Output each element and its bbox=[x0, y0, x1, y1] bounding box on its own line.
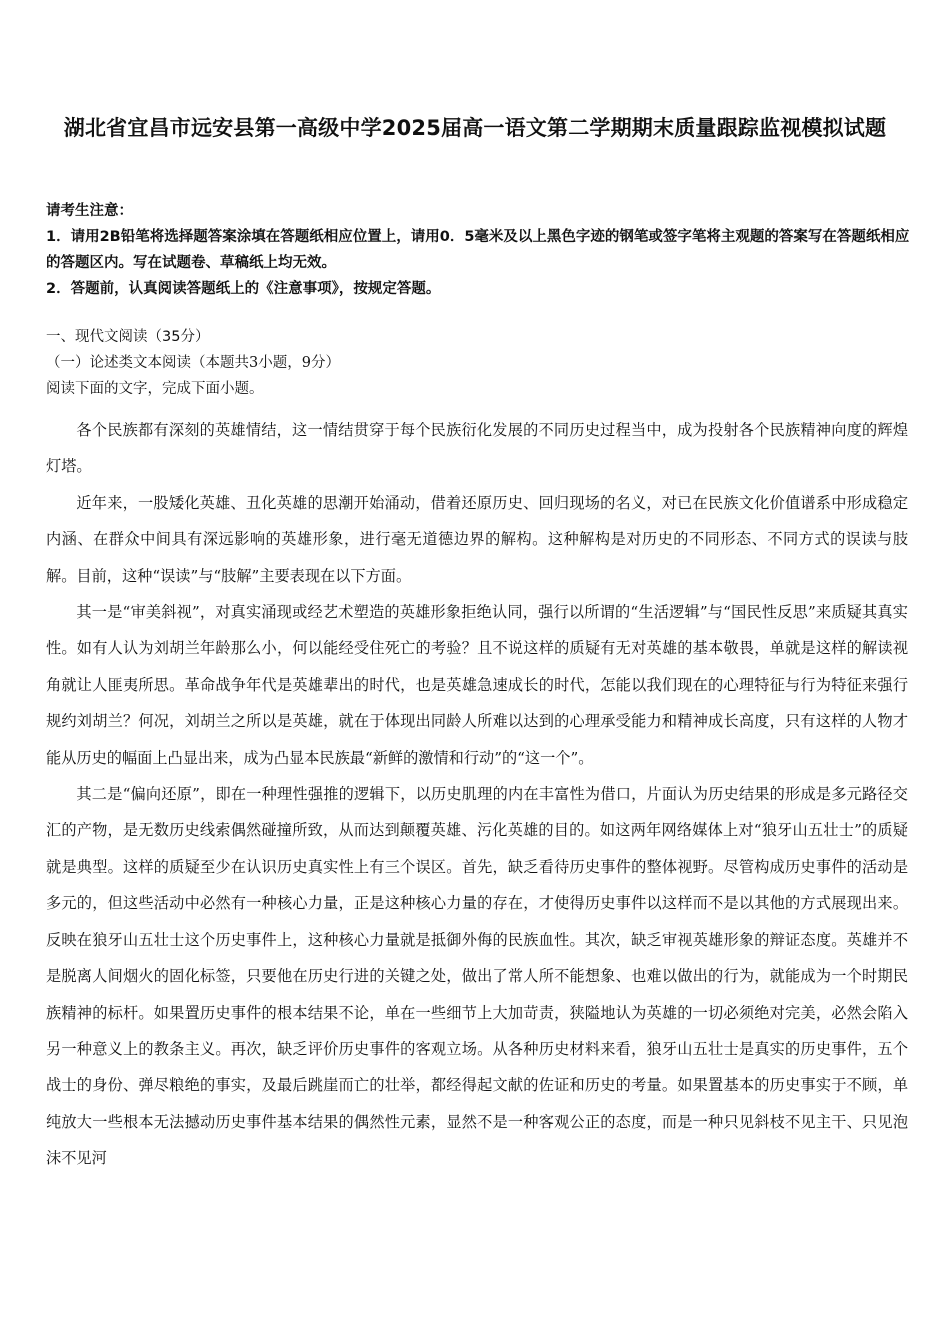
passage-paragraph-1: 各个民族都有深刻的英雄情结，这一情结贯穿于每个民族衍化发展的不同历史过程当中，成为投射各个民族精神向度的辉煌灯塔。 bbox=[46, 421, 908, 476]
notice-heading: 请考生注意： bbox=[46, 203, 133, 219]
section-header bbox=[46, 324, 912, 402]
passage-paragraph-3: 其一是“审美斜视”，对真实涌现或经艺术塑造的英雄形象拒绝认同，强行以所谓的“生活逻辑”与“国民性反思”来质疑其真实性。如有人认为刘胡兰年龄那么小，何以能经受住死亡的考验？且不说这样的质疑有无对英雄的基本敬畏，单就是这样的解读视角就让人匪夷所思。革命战争年代是英雄辈出的时代，也是英雄急速成长的时代，怎能以我们现在的心理特征与行为特征来强行规约刘胡兰？何况，刘胡兰之所以是英雄，就在于体现出同龄人所难以达到的心理承受能力和精神成长高度，只有这样的人物才能从历史的幅面上凸显出来，成为凸显本民族最“新鲜的激情和行动”的“这一个”。 bbox=[46, 603, 908, 767]
notice-item-1: 1．请用2B铅笔将选择题答案涂填在答题纸相应位置上，请用0．5毫米及以上黑色字迹的钢笔或签字笔将主观题的答案写在答题纸相应的答题区内。写在试题卷、草稿纸上均无效。 bbox=[46, 229, 910, 271]
reading-passage bbox=[46, 412, 908, 1177]
section-instruction: 阅读下面的文字，完成下面小题。 bbox=[46, 381, 264, 397]
passage-paragraph-4: 其二是“偏向还原”，即在一种理性强推的逻辑下，以历史肌理的内在丰富性为借口，片面认为历史结果的形成是多元路径交汇的产物，是无数历史线索偶然碰撞所致，从而达到颠覆英雄、污化英雄的目的。如这两年网络媒体上对“狼牙山五壮士”的质疑就是典型。这样的质疑至少在认识历史真实性上有三个误区。首先，缺乏看待历史事件的整体视野。尽管构成历史事件的活动是多元的，但这些活动中必然有一种核心力量，正是这种核心力量的存在，才使得历史事件以这样而不是以其他的方式展现出来。反映在狼牙山五壮士这个历史事件上，这种核心力量就是抵御外侮的民族血性。其次，缺乏审视英雄形象的辩证态度。英雄并不是脱离人间烟火的固化标签，只要他在历史行进的关键之处，做出了常人所不能想象、也难以做出的行为，就能成为一个时期民族精神的标杆。如果置历史事件的根本结果不论，单在一些细节上大加苛责，狭隘地认为英雄的一切必须绝对完美，必然会陷入另一种意义上的教条主义。再次，缺乏评价历史事件的客观立场。从各种历史材料来看，狼牙山五壮士是真实的历史事件，五个战士的身份、弹尽粮绝的事实，及最后跳崖而亡的壮举，都经得起文献的佐证和历史的考量。如果置基本的历史事实于不顾，单纯放大一些根本无法撼动历史事件基本结果的偶然性元素，显然不是一种客观公正的态度，而是一种只见斜枝不见主干、只见泡沫不见河 bbox=[46, 785, 908, 1168]
passage-paragraph-2: 近年来，一股矮化英雄、丑化英雄的思潮开始涌动，借着还原历史、回归现场的名义，对已在民族文化价值谱系中形成稳定内涵、在群众中间具有深远影响的英雄形象，进行毫无道德边界的解构。这种解构是对历史的不同形态、不同方式的误读与肢解。目前，这种“误读”与“肢解”主要表现在以下方面。 bbox=[46, 493, 908, 585]
notice-item-2: 2．答题前，认真阅读答题纸上的《注意事项》，按规定答题。 bbox=[46, 281, 441, 297]
document-title: 湖北省宜昌市远安县第一高级中学2025届高一语文第二学期期末质量跟踪监视模拟试题 bbox=[63, 116, 887, 140]
section-subheading: （一）论述类文本阅读（本题共3小题，9分） bbox=[46, 355, 340, 371]
section-heading: 一、现代文阅读（35分） bbox=[46, 329, 210, 345]
exam-notice bbox=[46, 198, 912, 302]
